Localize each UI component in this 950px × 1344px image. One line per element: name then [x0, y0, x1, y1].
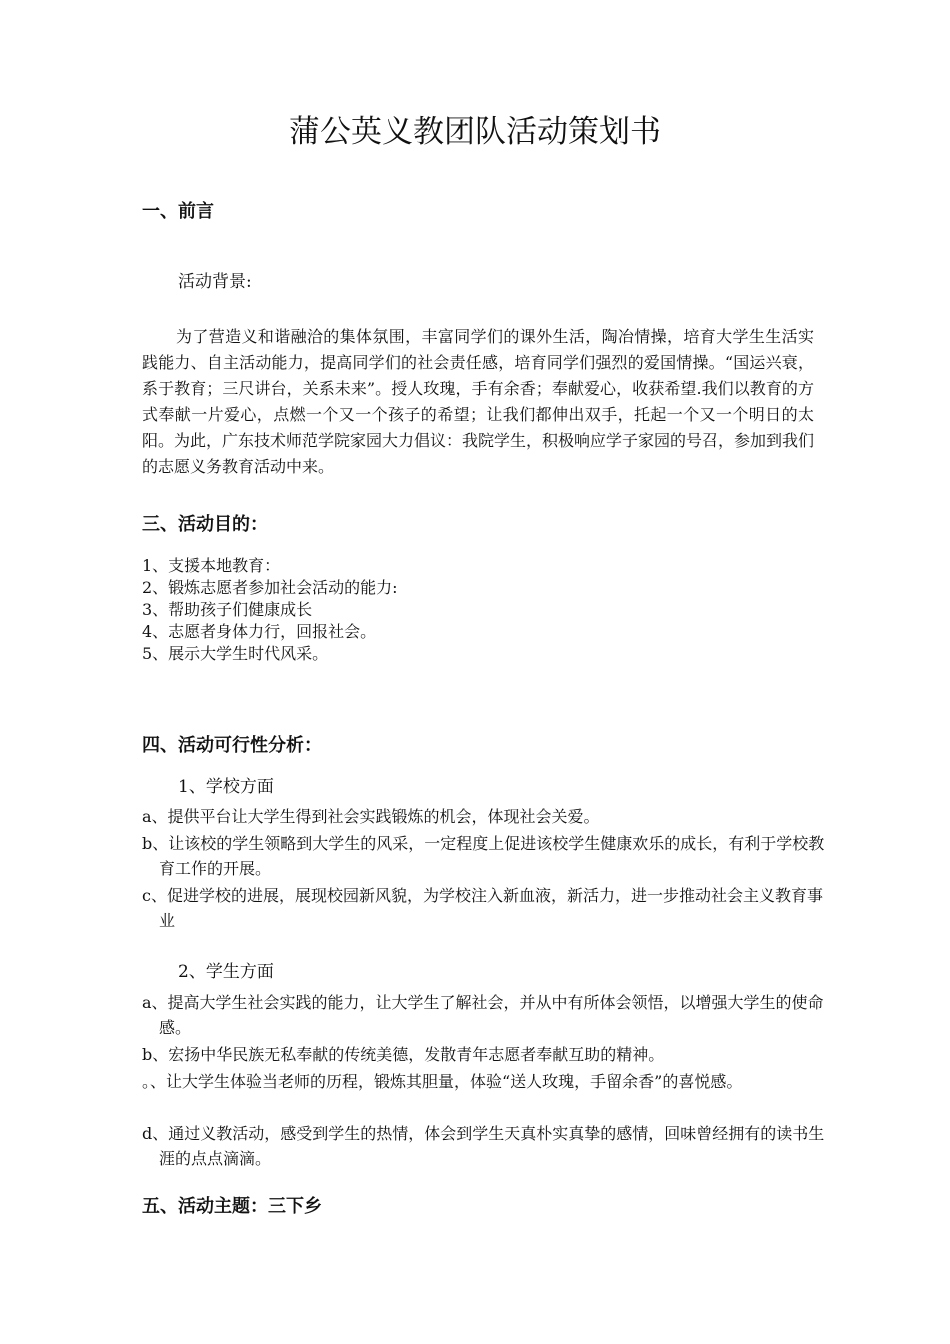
list-item: 5、展示大学生时代风采。 — [142, 644, 329, 663]
list-item: b、宏扬中华民族无私奉献的传统美德，发散青年志愿者奉献互助的精神。 — [142, 1045, 665, 1064]
section-heading-theme: 五、活动主题：三下乡 — [142, 1196, 322, 1217]
background-paragraph: 为了营造义和谐融洽的集体氛围，丰富同学们的课外生活，陶冶情操，培育大学生生活实践能力、自主活动能力，提高同学们的社会责任感，培育同学们强烈的爱国情操。“国运兴衰，系于教育；三尺讲台，关系未来”。授人玫瑰，手有余香；奉献爱心，收获希望.我们以教育的方式奉献一片爱心，点燃一个又一个孩子的希望；让我们都伸出双手，托起一个又一个明日的太阳。为此，广东技术师范学院家园大力倡议：我院学生，积极响应学子家园的号召，参加到我们的志愿义务教育活动中来。 — [142, 327, 815, 476]
list-item: 。、让大学生体验当老师的历程，锻炼其胆量，体验“送人玫瑰，手留余香”的喜悦感。 — [142, 1072, 743, 1091]
section-heading-preface: 一、前言 — [142, 201, 214, 222]
school-aspect-label: 1、学校方面 — [178, 777, 274, 797]
section-heading-purpose: 三、活动目的： — [142, 514, 268, 535]
list-item: 3、帮助孩子们健康成长 — [142, 600, 313, 619]
list-item: a、提供平台让大学生得到社会实践锻炼的机会，体现社会关爱。 — [142, 807, 600, 826]
section-heading-feasibility: 四、活动可行性分析： — [142, 735, 322, 756]
list-item: 2、锻炼志愿者参加社会活动的能力: — [142, 578, 398, 597]
purpose-list — [142, 555, 398, 665]
list-item: c、促进学校的进展，展现校园新风貌，为学校注入新血液，新活力，进一步推动社会主义教育事业 — [142, 886, 823, 930]
list-item: 1、支援本地教育： — [142, 556, 281, 575]
background-label: 活动背景: — [178, 272, 252, 292]
student-aspect-label: 2、学生方面 — [178, 962, 274, 982]
list-item: b、让该校的学生领略到大学生的风采，一定程度上促进该校学生健康欢乐的成长，有利于学校教育工作的开展。 — [142, 834, 825, 878]
list-item: a、提高大学生社会实践的能力，让大学生了解社会，并从中有所体会领悟，以增强大学生的使命感。 — [142, 993, 824, 1037]
list-item: d、通过义教活动，感受到学生的热情，体会到学生天真朴实真挚的感情，回味曾经拥有的读书生涯的点点滴滴。 — [142, 1124, 825, 1168]
list-item: 4、志愿者身体力行，回报社会。 — [142, 622, 377, 641]
document-title: 蒲公英义教团队活动策划书 — [289, 114, 661, 150]
